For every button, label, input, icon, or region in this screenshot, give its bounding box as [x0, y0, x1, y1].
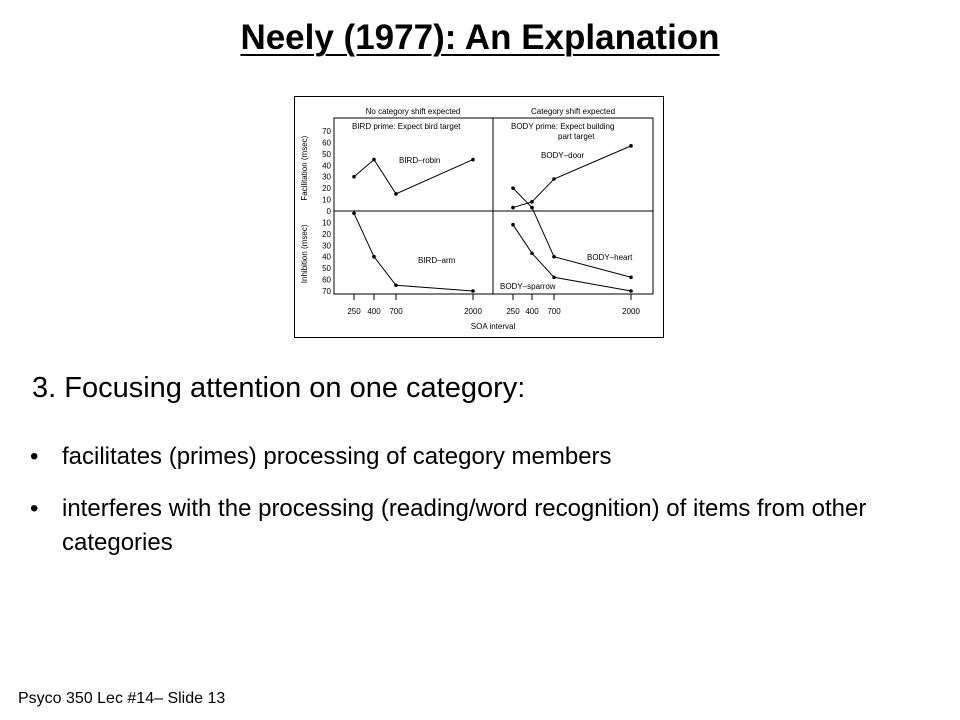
y-tick-label: 60	[322, 275, 331, 285]
x-tick-label: 700	[389, 307, 403, 316]
data-point	[530, 200, 534, 204]
series-label: BODY–door	[541, 151, 585, 160]
data-point	[394, 192, 398, 196]
y-tick-label: 50	[322, 264, 331, 274]
y-tick-label: 60	[322, 138, 331, 148]
x-tick-label: 400	[525, 307, 539, 316]
series-label: BIRD–robin	[399, 156, 441, 165]
y-tick-label: 10	[322, 218, 331, 228]
x-tick-label: 250	[506, 307, 520, 316]
y-tick-label: 20	[322, 229, 331, 239]
x-tick-label: 700	[547, 307, 561, 316]
data-point	[394, 283, 398, 287]
data-point	[352, 175, 356, 179]
data-point	[530, 206, 534, 210]
x-tick-label: 250	[347, 307, 361, 316]
panel-subtitle: BODY prime: Expect building	[511, 122, 615, 131]
data-point	[372, 158, 376, 162]
panel-subtitle: part target	[558, 132, 595, 141]
y-tick-label: 0	[326, 207, 331, 216]
y-tick-label: 70	[322, 287, 331, 296]
series-label: BODY–heart	[587, 253, 633, 262]
slide-title: Neely (1977): An Explanation	[240, 18, 720, 57]
bullet-text: facilitates (primes) processing of category members	[62, 443, 612, 470]
y-tick-label: 50	[322, 149, 331, 159]
bullet-dot-icon: •	[30, 443, 39, 470]
series-label: BIRD–arm	[418, 256, 456, 265]
panel-subtitle: BIRD prime: Expect bird target	[352, 122, 461, 131]
x-tick-label: 400	[367, 307, 381, 316]
y-tick-label: 30	[322, 172, 331, 182]
data-point	[552, 275, 556, 279]
data-point	[511, 186, 515, 190]
y-axis-label-inhibition: Inhibition (msec)	[300, 224, 309, 284]
data-point	[471, 289, 475, 293]
data-point	[352, 211, 356, 215]
x-tick-label: 2000	[622, 307, 640, 316]
data-point	[372, 255, 376, 259]
x-axis-label: SOA interval	[470, 322, 516, 331]
data-point	[552, 177, 556, 181]
series-line	[354, 213, 473, 291]
neely-figure	[294, 96, 664, 338]
section-heading: 3. Focusing attention on one category:	[32, 372, 526, 404]
data-point	[629, 144, 633, 148]
y-axis-label-facilitation: Facilitation (msec)	[300, 135, 309, 201]
data-point	[471, 158, 475, 162]
bullet-item	[30, 492, 930, 560]
y-tick-label: 40	[322, 252, 331, 262]
data-point	[552, 255, 556, 259]
data-point	[629, 289, 633, 293]
series-label: BODY–sparrow	[500, 282, 556, 291]
bullet-dot-icon: •	[30, 495, 39, 522]
y-tick-label: 10	[322, 195, 331, 205]
panel-title: No category shift expected	[365, 107, 461, 116]
data-point	[511, 206, 515, 210]
slide-footer: Psyco 350 Lec #14– Slide 13	[18, 690, 226, 707]
data-point	[511, 223, 515, 227]
bullet-item	[30, 440, 930, 474]
y-tick-label: 40	[322, 161, 331, 171]
panel-title: Category shift expected	[530, 107, 616, 116]
y-tick-label: 20	[322, 184, 331, 194]
bullet-list	[30, 440, 930, 578]
y-tick-label: 30	[322, 241, 331, 251]
x-tick-label: 2000	[464, 307, 482, 316]
y-tick-label: 70	[322, 127, 331, 136]
bullet-text: interferes with the processing (reading/word recognition) of items from other categories	[62, 495, 867, 556]
data-point	[629, 275, 633, 279]
data-point	[530, 251, 534, 255]
facilitation-inhibition-chart	[295, 97, 662, 336]
